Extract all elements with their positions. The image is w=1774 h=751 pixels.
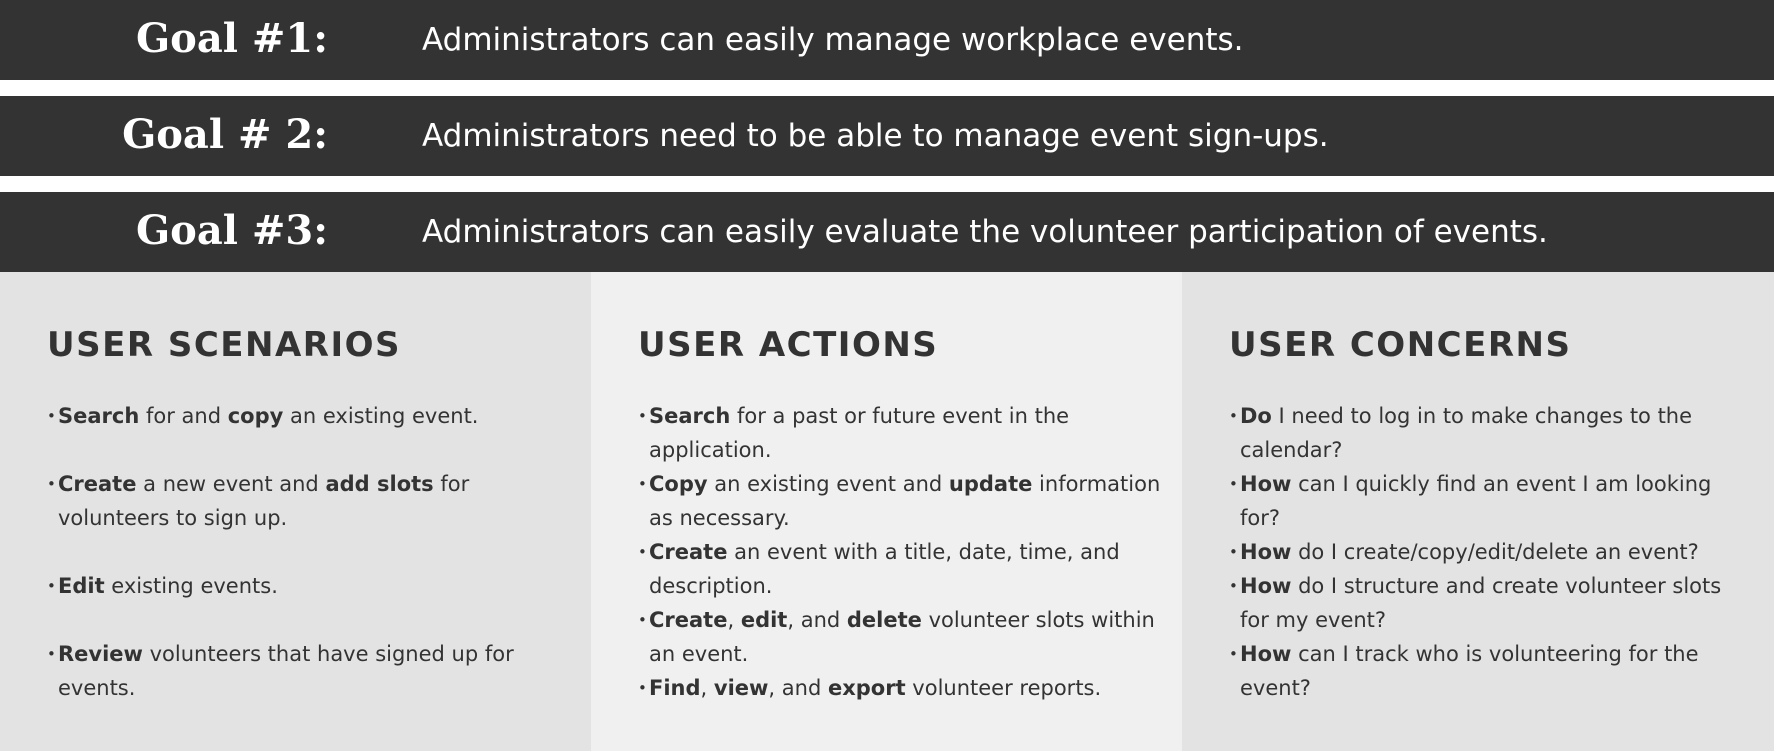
list-item: [638, 399, 1162, 467]
emphasis: How: [1240, 540, 1292, 564]
panels: [0, 272, 1774, 751]
text: volunteers that have signed up for events.: [58, 642, 514, 700]
emphasis: add slots: [325, 472, 434, 496]
emphasis: How: [1240, 472, 1292, 496]
goal-text: Administrators can easily manage workplace events.: [422, 22, 1244, 58]
goal-text: Administrators can easily evaluate the volunteer participation of events.: [422, 214, 1548, 250]
text: volunteer reports.: [905, 676, 1102, 700]
emphasis: update: [948, 472, 1033, 496]
panel-title: USER SCENARIOS: [47, 325, 401, 365]
user-scenarios-panel: [0, 272, 591, 751]
text: an event with a title, date, time, and description.: [649, 540, 1120, 598]
emphasis: Edit: [58, 574, 105, 598]
text: information as necessary.: [649, 472, 1161, 530]
list-item: [1229, 535, 1754, 569]
text: do I structure and create volunteer slots for my event?: [1240, 574, 1722, 632]
emphasis: Review: [58, 642, 143, 666]
scenario-list: [47, 399, 571, 705]
text: volunteer slots within an event.: [649, 608, 1155, 666]
text: do I create/copy/edit/delete an event?: [1291, 540, 1699, 564]
panel-title: USER CONCERNS: [1229, 325, 1572, 365]
emphasis: Search: [58, 404, 140, 428]
text: , and: [768, 676, 828, 700]
list-item: [47, 399, 571, 433]
text: for and: [139, 404, 228, 428]
goal-bar-2: [0, 96, 1774, 176]
list-item: [638, 535, 1162, 603]
list-item: [47, 467, 571, 535]
text: an existing event.: [283, 404, 479, 428]
goal-label: Goal #1:: [136, 15, 328, 62]
list-item: [1229, 637, 1754, 705]
text: existing events.: [104, 574, 278, 598]
emphasis: Search: [649, 404, 731, 428]
emphasis: view: [713, 676, 769, 700]
text: can I track who is volunteering for the event?: [1240, 642, 1699, 700]
text: for volunteers to sign up.: [58, 472, 470, 530]
emphasis: delete: [846, 608, 922, 632]
text: can I quickly find an event I am looking for?: [1240, 472, 1712, 530]
panel-title: USER ACTIONS: [638, 325, 939, 365]
text: a new event and: [136, 472, 326, 496]
list-item: [638, 671, 1162, 705]
goal-label: Goal #3:: [136, 207, 328, 254]
emphasis: How: [1240, 574, 1292, 598]
emphasis: copy: [227, 404, 284, 428]
user-actions-panel: [591, 272, 1182, 751]
emphasis: Create: [58, 472, 137, 496]
user-concerns-panel: [1182, 272, 1774, 751]
emphasis: Copy: [649, 472, 708, 496]
text: ,: [727, 608, 741, 632]
list-item: [638, 603, 1162, 671]
emphasis: Create: [649, 540, 728, 564]
goal-label: Goal # 2:: [122, 111, 328, 158]
list-item: [638, 467, 1162, 535]
emphasis: Find: [649, 676, 701, 700]
text: ,: [700, 676, 714, 700]
list-item: [47, 569, 571, 603]
action-list: [638, 399, 1162, 705]
goal-bar-3: [0, 192, 1774, 272]
concern-list: [1229, 399, 1754, 705]
emphasis: How: [1240, 642, 1292, 666]
goal-text: Administrators need to be able to manage event sign-ups.: [422, 118, 1329, 154]
list-item: [1229, 569, 1754, 637]
text: an existing event and: [707, 472, 949, 496]
text: for a past or future event in the application.: [649, 404, 1070, 462]
text: , and: [787, 608, 847, 632]
list-item: [1229, 467, 1754, 535]
list-item: [1229, 399, 1754, 467]
text: I need to log in to make changes to the calendar?: [1240, 404, 1693, 462]
emphasis: Create: [649, 608, 728, 632]
emphasis: export: [827, 676, 906, 700]
emphasis: edit: [740, 608, 788, 632]
goal-bar-1: [0, 0, 1774, 80]
list-item: [47, 637, 571, 705]
emphasis: Do: [1240, 404, 1272, 428]
